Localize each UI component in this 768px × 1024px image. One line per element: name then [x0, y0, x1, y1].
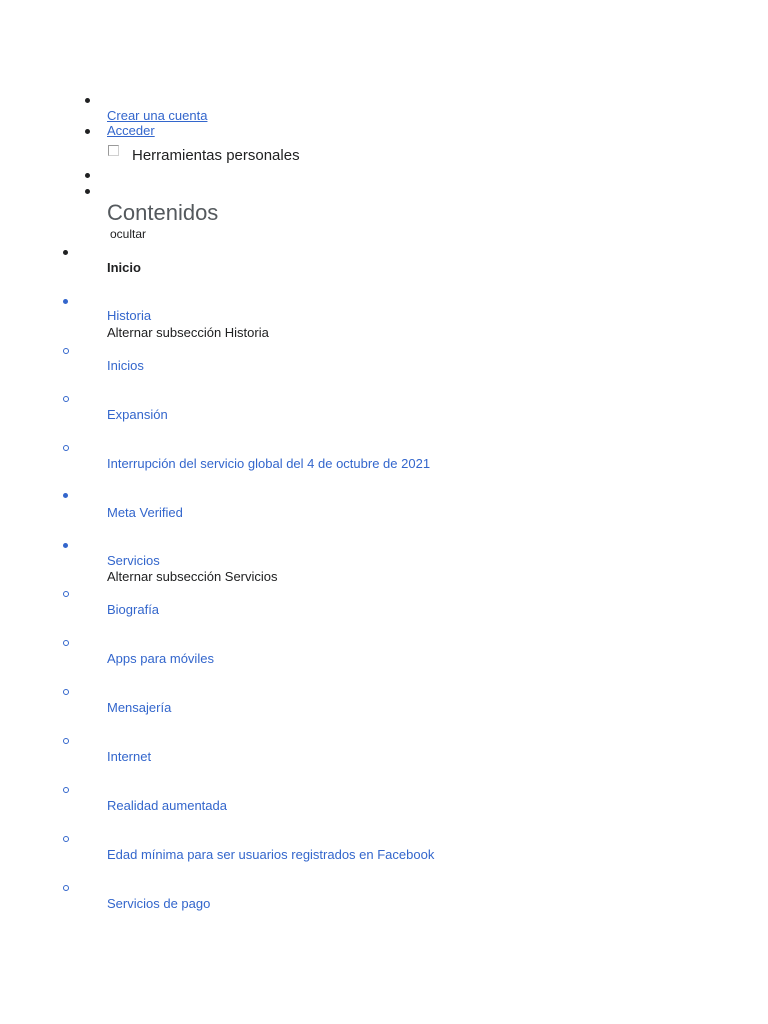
toc-item-expansion[interactable]: Expansión — [107, 407, 168, 422]
toc-toggle-historia[interactable]: Alternar subsección Historia — [107, 325, 269, 340]
toc-item-internet[interactable]: Internet — [107, 749, 152, 764]
bullet — [63, 250, 68, 255]
toc-title: Contenidos — [107, 200, 219, 225]
bullet — [85, 98, 90, 103]
bullet — [85, 173, 90, 178]
personal-tools-label: Herramientas personales — [132, 147, 300, 164]
sub-bullet — [63, 738, 69, 744]
sub-bullet — [63, 591, 69, 597]
sub-bullet — [63, 640, 69, 646]
sub-bullet — [63, 348, 69, 354]
toc-item-edad-minima[interactable]: Edad mínima para ser usuarios registrados en Facebook — [107, 847, 435, 862]
toc-item-biografia[interactable]: Biografía — [107, 602, 160, 617]
personal-tools-checkbox[interactable] — [108, 145, 119, 156]
toc-item-realidad-aumentada[interactable]: Realidad aumentada — [107, 798, 227, 813]
toc-item-inicio[interactable]: Inicio — [107, 260, 141, 275]
bullet — [85, 189, 90, 194]
bullet — [63, 299, 68, 304]
toc-toggle-servicios[interactable]: Alternar subsección Servicios — [107, 569, 278, 584]
sub-bullet — [63, 836, 69, 842]
sub-bullet — [63, 787, 69, 793]
bullet — [63, 543, 68, 548]
toc-item-inicios[interactable]: Inicios — [107, 358, 144, 373]
toc-item-servicios-pago[interactable]: Servicios de pago — [107, 896, 211, 911]
toc-item-apps-moviles[interactable]: Apps para móviles — [107, 651, 214, 666]
toc-item-servicios[interactable]: Servicios — [107, 553, 160, 568]
sub-bullet — [63, 396, 69, 402]
bullet — [63, 493, 68, 498]
sub-bullet — [63, 885, 69, 891]
create-account-link[interactable]: Crear una cuenta — [107, 108, 208, 123]
toc-item-historia[interactable]: Historia — [107, 308, 152, 323]
toc-item-mensajeria[interactable]: Mensajería — [107, 700, 172, 715]
login-link[interactable]: Acceder — [107, 123, 155, 138]
toc-item-meta-verified[interactable]: Meta Verified — [107, 505, 183, 520]
sub-bullet — [63, 689, 69, 695]
sub-bullet — [63, 445, 69, 451]
bullet — [85, 129, 90, 134]
toc-item-interrupcion[interactable]: Interrupción del servicio global del 4 de octubre de 2021 — [107, 456, 431, 471]
toc-hide-button[interactable]: ocultar — [110, 227, 147, 241]
